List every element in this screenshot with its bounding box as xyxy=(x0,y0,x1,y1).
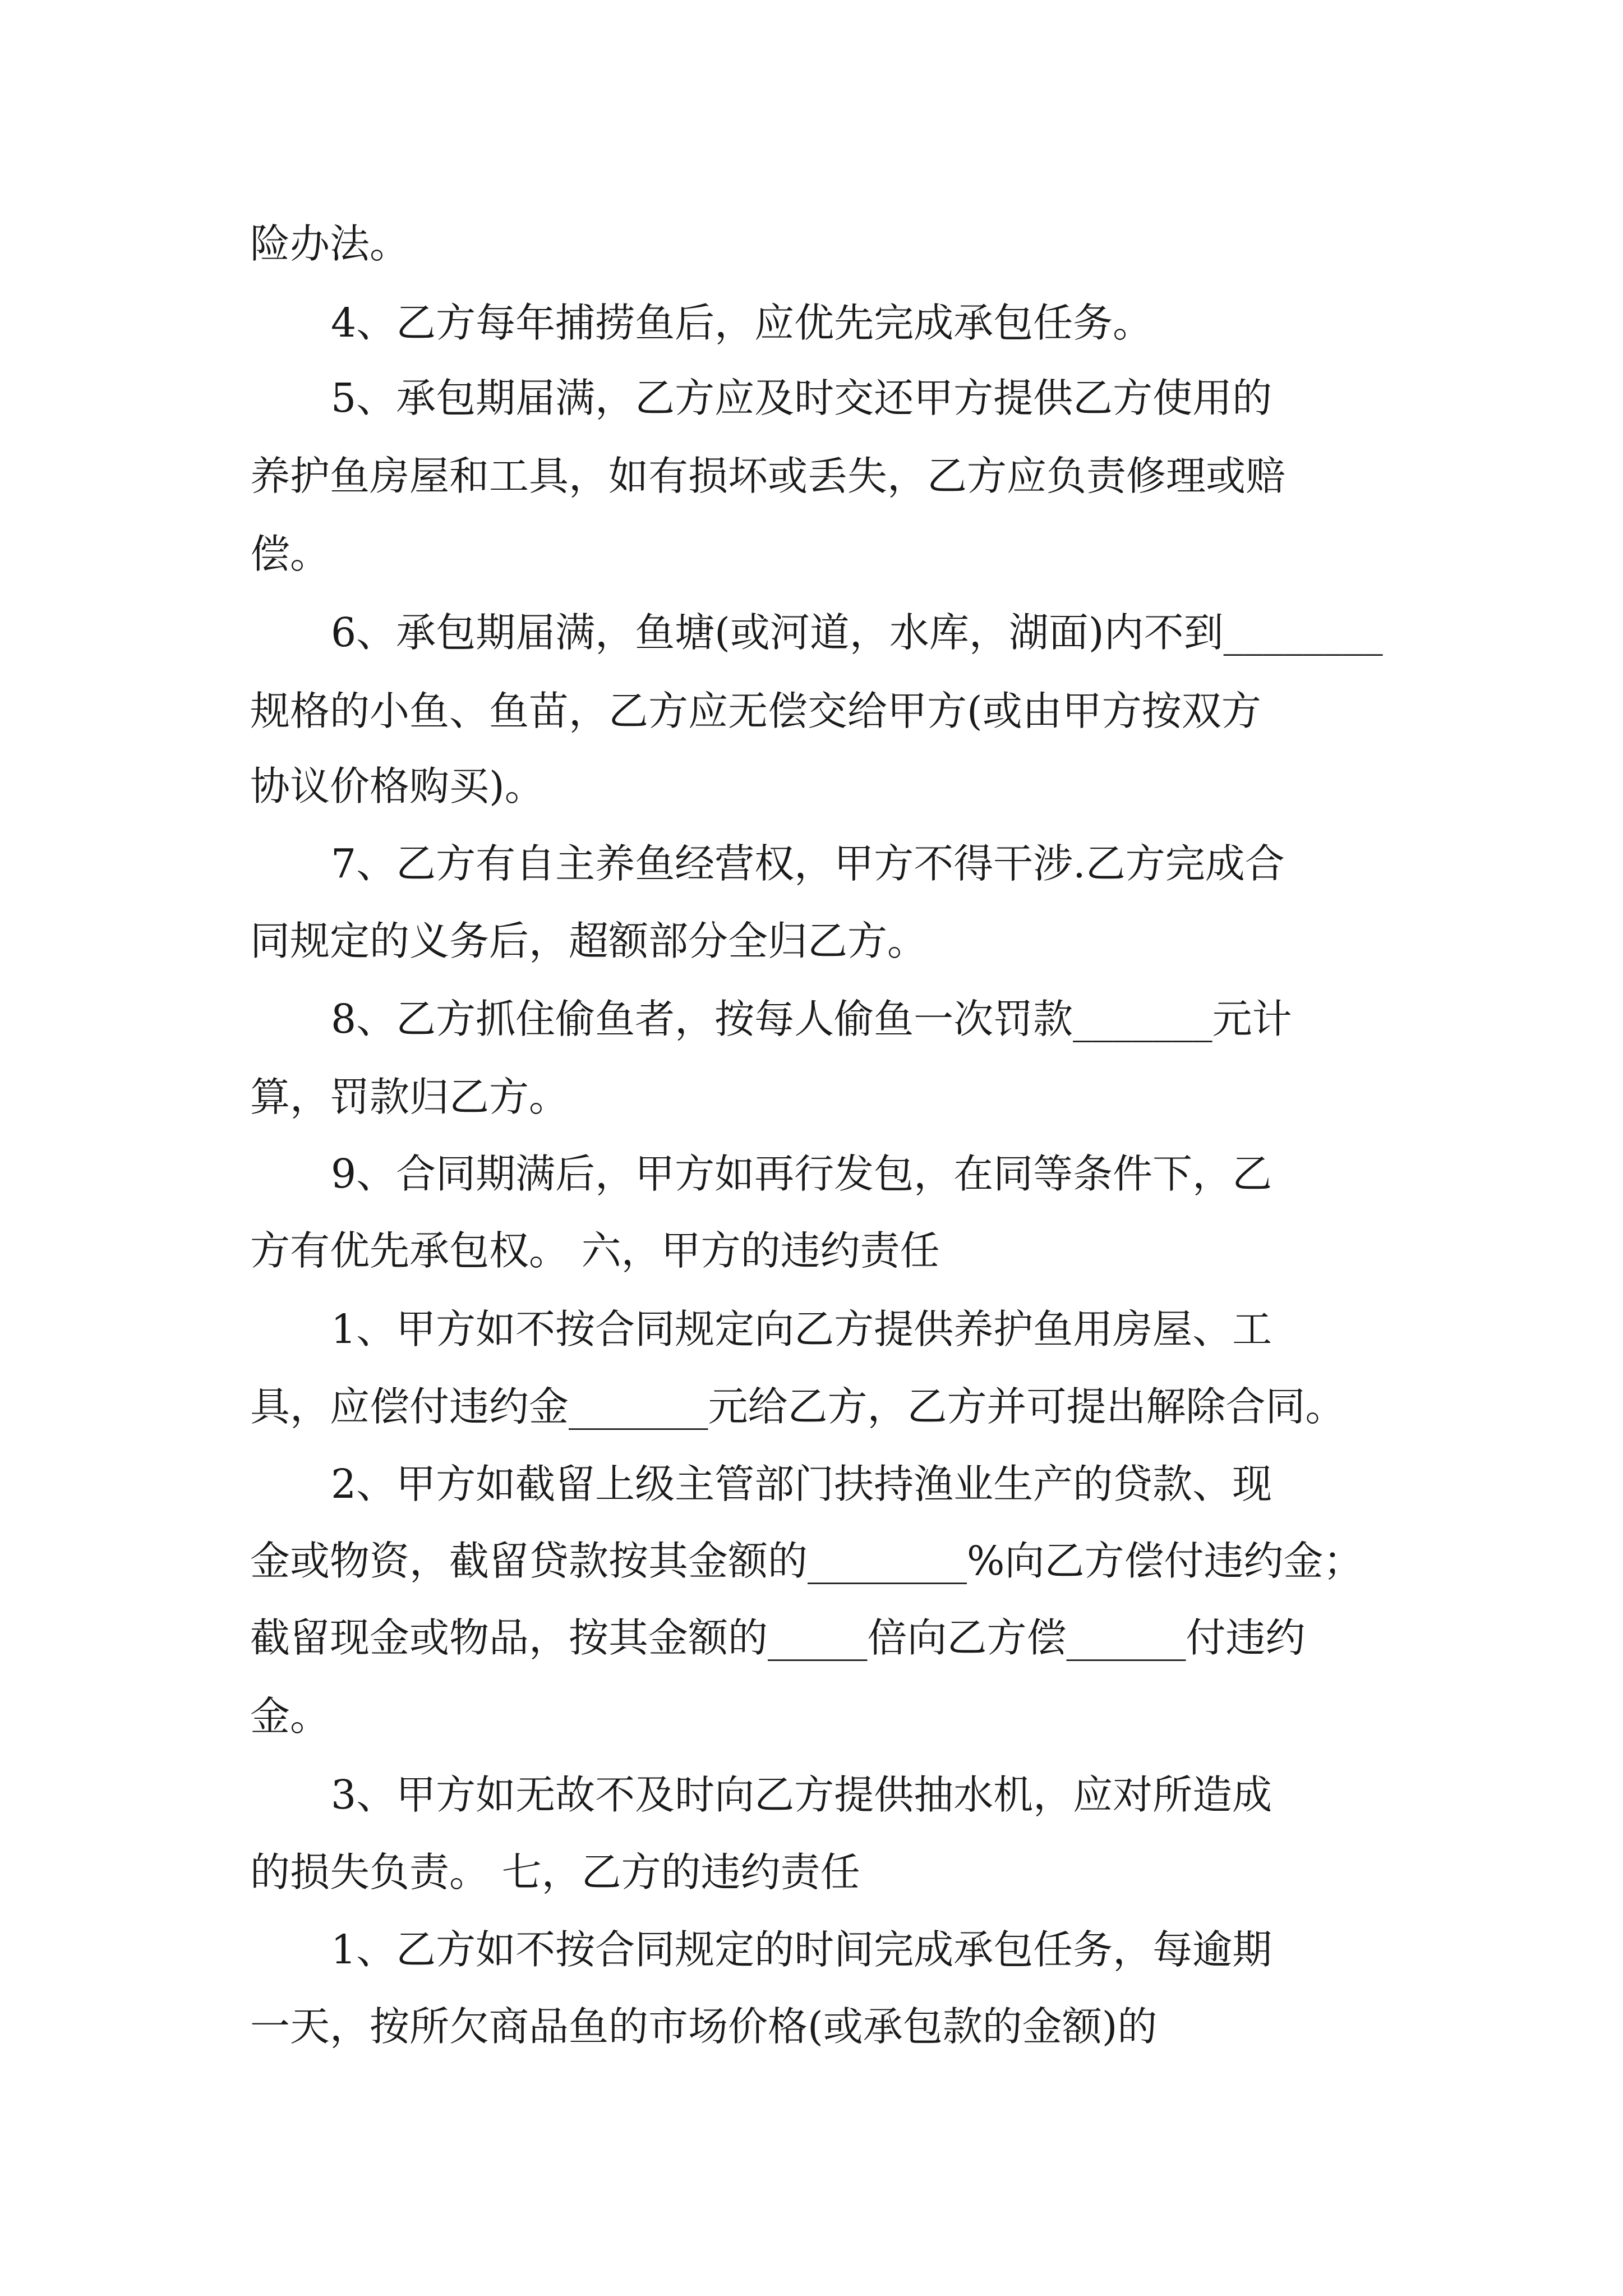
line-text: 规格的小鱼、鱼苗，乙方应无偿交给甲方(或由甲方按双方 xyxy=(250,688,1261,734)
line-text: 1、乙方如不按合同规定的时间完成承包任务，每逾期 xyxy=(331,1926,1272,1973)
line-text: 金。 xyxy=(250,1693,330,1740)
line-text: 同规定的义务后，超额部分全归乙方。 xyxy=(250,918,928,964)
line-text: 8、乙方抓住偷鱼者，按每人偷鱼一次罚款_______元计 xyxy=(331,996,1292,1042)
line-text: 协议价格购买)。 xyxy=(250,763,545,809)
line-text: 截留现金或物品，按其金额的_____倍向乙方偿______付违约 xyxy=(250,1614,1306,1661)
line-text: 2、甲方如截留上级主管部门扶持渔业生产的贷款、现 xyxy=(331,1461,1272,1507)
line-text: 的损失负责。 七，乙方的违约责任 xyxy=(250,1849,860,1895)
line-text: 方有优先承包权。 六，甲方的违约责任 xyxy=(250,1227,940,1274)
line-text: 9、合同期满后，甲方如再行发包，在同等条件下，乙 xyxy=(331,1151,1272,1197)
line-text: 5、承包期届满，乙方应及时交还甲方提供乙方使用的 xyxy=(331,375,1272,421)
line-text: 养护鱼房屋和工具，如有损坏或丢失，乙方应负责修理或赔 xyxy=(250,453,1286,499)
line-text: 3、甲方如无故不及时向乙方提供抽水机，应对所造成 xyxy=(331,1772,1272,1818)
line-text: 1、甲方如不按合同规定向乙方提供养护鱼用房屋、工 xyxy=(331,1306,1272,1352)
line-text: 一天，按所欠商品鱼的市场价格(或承包款的金额)的 xyxy=(250,2003,1158,2050)
line-text: 金或物资，截留贷款按其金额的________%向乙方偿付违约金； xyxy=(250,1538,1363,1584)
line-text: 险办法。 xyxy=(250,220,410,267)
line-text: 具，应偿付违约金_______元给乙方，乙方并可提出解除合同。 xyxy=(250,1383,1345,1430)
line-text: 算，罚款归乙方。 xyxy=(250,1074,569,1120)
line-text: 偿。 xyxy=(250,531,330,577)
line-text: 6、承包期届满，鱼塘(或河道，水库，湖面)内不到________ xyxy=(331,609,1383,656)
line-text: 7、乙方有自主养鱼经营权，甲方不得干涉.乙方完成合 xyxy=(331,840,1285,887)
line-text: 4、乙方每年捕捞鱼后，应优先完成承包任务。 xyxy=(331,300,1153,346)
